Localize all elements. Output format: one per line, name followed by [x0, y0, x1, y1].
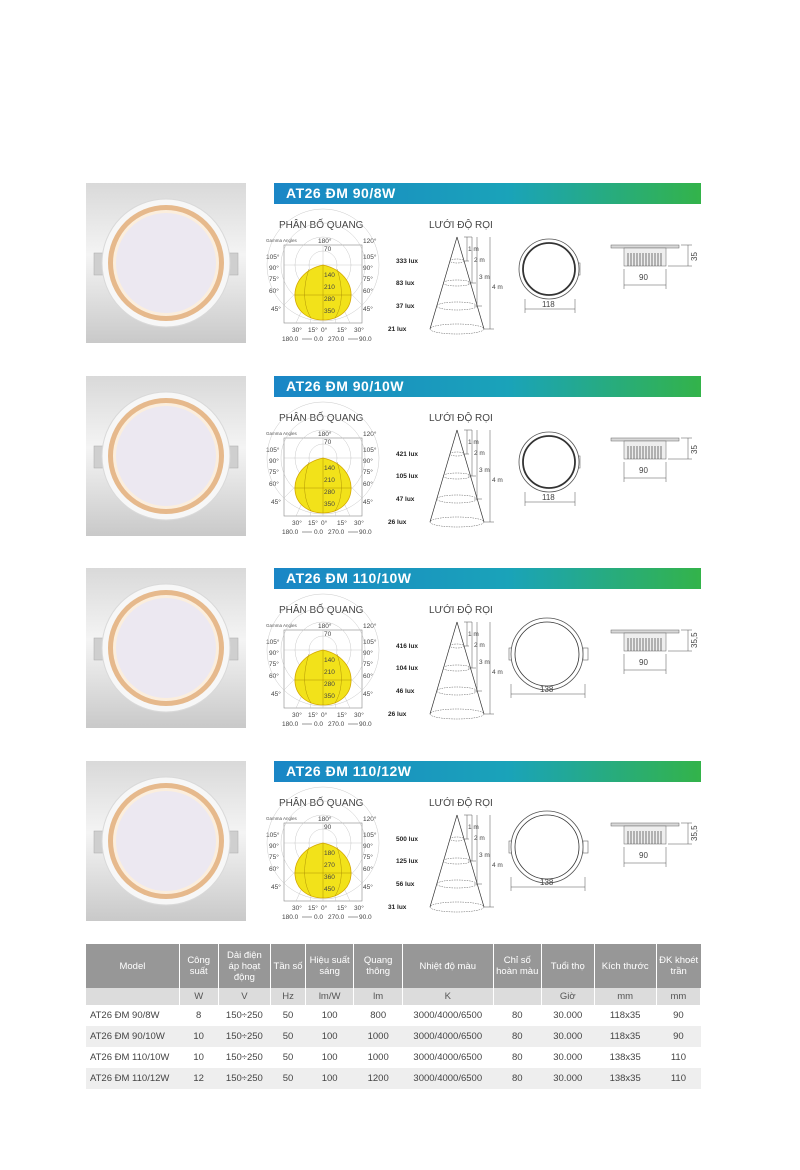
distance-label: 1 m [468, 439, 479, 446]
angle-label: 120° [363, 431, 377, 438]
polar-diagram [264, 235, 384, 347]
cell-model: AT26 ĐM 90/10W [86, 1026, 179, 1047]
product-title: AT26 ĐM 90/8W [286, 185, 396, 201]
unit-cell: mm [594, 988, 656, 1005]
table-header-row [86, 944, 701, 988]
unit-cell: mm [656, 988, 700, 1005]
angle-label: 60° [363, 673, 373, 680]
angle-label: 105° [266, 832, 280, 839]
height-label: 35 [690, 445, 699, 454]
lux-label: 333 lux [396, 258, 419, 265]
ring-label: 280 [324, 296, 335, 303]
angle-label: 75° [269, 854, 279, 861]
angle-label: 105° [363, 254, 377, 261]
angle-label: 90° [269, 265, 279, 272]
cell: 80 [493, 1047, 541, 1068]
cell: 100 [305, 1047, 353, 1068]
product-section [86, 761, 701, 923]
angle-label: 30° [292, 905, 302, 912]
light-distribution-label: PHÂN BỐ QUANG [279, 220, 364, 231]
lux-label: 46 lux [396, 688, 415, 695]
cone-level [430, 709, 484, 719]
th-cct: Nhiệt độ màu [403, 944, 494, 988]
height-label: 35,5 [690, 825, 699, 841]
distance-label: 4 m [492, 284, 503, 291]
cone-level [437, 302, 477, 310]
illuminance-grid-label: LƯỚI ĐỘ RỌI [429, 413, 493, 424]
side-view-drawing [606, 239, 702, 309]
cell: 150÷250 [218, 1068, 271, 1089]
distance-label: 1 m [468, 824, 479, 831]
cell: 30.000 [542, 1005, 595, 1026]
angle-label: 180° [318, 238, 332, 245]
angle-label: 105° [266, 447, 280, 454]
lux-label: 421 lux [396, 451, 419, 458]
front-view-drawing [511, 229, 601, 329]
th-cutout: ĐK khoét trần [656, 944, 700, 988]
table-units-row [86, 988, 701, 1005]
cell-model: AT26 ĐM 110/12W [86, 1068, 179, 1089]
legend-label: 180.0 [282, 914, 299, 921]
cell: 138x35 [594, 1047, 656, 1068]
th-frequency: Tần số [271, 944, 306, 988]
angle-label: 30° [354, 520, 364, 527]
lux-label: 47 lux [396, 496, 415, 503]
angle-label: 120° [363, 816, 377, 823]
ring-label: 280 [324, 681, 335, 688]
ring-label: 140 [324, 272, 335, 279]
side-body [624, 248, 666, 266]
th-power: Công suất [179, 944, 218, 988]
angle-label: 90° [269, 650, 279, 657]
angle-label: 60° [269, 288, 279, 295]
ring-label: 270 [324, 862, 335, 869]
cell: 12 [179, 1068, 218, 1089]
polar-diagram [264, 813, 384, 925]
distance-label: 2 m [474, 642, 485, 649]
side-view-drawing [606, 432, 702, 502]
angle-label: 0° [321, 905, 328, 912]
angle-label: 60° [363, 481, 373, 488]
downlight-image [86, 183, 246, 343]
angle-label: 45° [271, 884, 281, 891]
angle-label: 75° [363, 661, 373, 668]
downlight-image [86, 376, 246, 536]
angle-label: 75° [269, 469, 279, 476]
cell: 800 [354, 1005, 403, 1026]
ring-label: 210 [324, 477, 335, 484]
lux-label: 104 lux [396, 665, 419, 672]
ring-label: 450 [324, 886, 335, 893]
gamma-label: Gamma Angles [266, 238, 297, 243]
angle-label: 90° [269, 843, 279, 850]
th-flux: Quang thông [354, 944, 403, 988]
ring-label: 70 [324, 631, 332, 638]
th-life: Tuổi thọ [542, 944, 595, 988]
th-model: Model [86, 944, 179, 988]
unit-cell: lm/W [305, 988, 353, 1005]
outer-ring [511, 811, 583, 883]
lux-label: 83 lux [396, 280, 415, 287]
product-title: AT26 ĐM 110/10W [286, 570, 412, 586]
cell: 3000/4000/6500 [403, 1005, 494, 1026]
legend-label: 270.0 [328, 914, 345, 921]
side-flange [611, 245, 679, 248]
angle-label: 75° [269, 661, 279, 668]
cell: 80 [493, 1068, 541, 1089]
cone-level [437, 687, 477, 695]
cone-level [437, 495, 477, 503]
lux-label: 26 lux [388, 519, 407, 526]
angle-label: 45° [271, 499, 281, 506]
front-view-drawing [511, 807, 601, 907]
lux-label: 56 lux [396, 881, 415, 888]
distance-label: 4 m [492, 862, 503, 869]
angle-label: 105° [363, 639, 377, 646]
cell: 150÷250 [218, 1005, 271, 1026]
angle-label: 0° [321, 712, 328, 719]
angle-label: 45° [363, 499, 373, 506]
cell: 8 [179, 1005, 218, 1026]
unit-cell: Hz [271, 988, 306, 1005]
angle-label: 90° [363, 458, 373, 465]
cell: 1000 [354, 1047, 403, 1068]
angle-label: 45° [271, 691, 281, 698]
cell: 3000/4000/6500 [403, 1068, 494, 1089]
legend-label: 0.0 [314, 721, 324, 728]
angle-label: 15° [308, 327, 318, 334]
angle-label: 0° [321, 520, 328, 527]
product-photo [86, 568, 246, 728]
distance-label: 3 m [479, 659, 490, 666]
light-distribution-label: PHÂN BỐ QUANG [279, 413, 364, 424]
ring-label: 210 [324, 284, 335, 291]
angle-label: 60° [269, 673, 279, 680]
angle-label: 45° [363, 306, 373, 313]
cone-level [450, 452, 464, 456]
unit-cell [493, 988, 541, 1005]
angle-label: 90° [363, 650, 373, 657]
cell: 10 [179, 1047, 218, 1068]
ring-label: 360 [324, 874, 335, 881]
distance-label: 1 m [468, 631, 479, 638]
gamma-label: Gamma Angles [266, 431, 297, 436]
th-voltage: Dải điện áp hoạt động [218, 944, 271, 988]
product-title: AT26 ĐM 90/10W [286, 378, 404, 394]
cell: 3000/4000/6500 [403, 1026, 494, 1047]
side-view-drawing [606, 624, 702, 694]
ring-label: 70 [324, 246, 332, 253]
unit-cell [86, 988, 179, 1005]
cell: 30.000 [542, 1047, 595, 1068]
product-title-bar [274, 761, 701, 782]
distance-label: 4 m [492, 477, 503, 484]
unit-cell: Giờ [542, 988, 595, 1005]
angle-label: 30° [292, 327, 302, 334]
cone-level [450, 259, 464, 263]
lux-label: 500 lux [396, 836, 419, 843]
legend-label: 0.0 [314, 529, 324, 536]
cell: 50 [271, 1005, 306, 1026]
illuminance-cone [388, 235, 516, 335]
angle-label: 30° [354, 905, 364, 912]
lux-label: 21 lux [388, 326, 407, 333]
width-label: 90 [639, 658, 648, 667]
angle-label: 15° [308, 905, 318, 912]
cell: 30.000 [542, 1026, 595, 1047]
polar-diagram [264, 620, 384, 732]
angle-label: 15° [337, 712, 347, 719]
angle-label: 60° [269, 866, 279, 873]
angle-label: 75° [363, 854, 373, 861]
product-photo [86, 376, 246, 536]
cell: 100 [305, 1026, 353, 1047]
cell: 3000/4000/6500 [403, 1047, 494, 1068]
cell: 90 [656, 1005, 700, 1026]
cone-level [430, 902, 484, 912]
width-label: 90 [639, 466, 648, 475]
diameter-label: 138 [540, 878, 554, 887]
angle-label: 180° [318, 623, 332, 630]
legend-label: 90.0 [359, 721, 372, 728]
cell: 90 [656, 1026, 700, 1047]
cone-level [443, 473, 471, 479]
ring-label: 210 [324, 669, 335, 676]
cell: 150÷250 [218, 1047, 271, 1068]
unit-cell: W [179, 988, 218, 1005]
cone-level [450, 644, 464, 648]
lux-label: 26 lux [388, 711, 407, 718]
legend-label: 0.0 [314, 336, 324, 343]
front-view-drawing [511, 422, 601, 522]
ring-label: 350 [324, 501, 335, 508]
product-photo [86, 761, 246, 921]
cell-model: AT26 ĐM 90/8W [86, 1005, 179, 1026]
angle-label: 15° [337, 905, 347, 912]
cell: 150÷250 [218, 1026, 271, 1047]
table-row [86, 1026, 701, 1047]
front-view-drawing [511, 614, 601, 714]
angle-label: 60° [269, 481, 279, 488]
angle-label: 60° [363, 288, 373, 295]
cell: 118x35 [594, 1005, 656, 1026]
legend-label: 180.0 [282, 336, 299, 343]
angle-label: 30° [354, 327, 364, 334]
angle-label: 45° [363, 691, 373, 698]
angle-label: 30° [354, 712, 364, 719]
ring-label: 90 [324, 824, 332, 831]
legend-label: 0.0 [314, 914, 324, 921]
side-flange [611, 823, 679, 826]
unit-cell: V [218, 988, 271, 1005]
diameter-label: 138 [540, 685, 554, 694]
angle-label: 0° [321, 327, 328, 334]
light-distribution-label: PHÂN BỐ QUANG [279, 605, 364, 616]
angle-label: 45° [271, 306, 281, 313]
cone-level [430, 324, 484, 334]
downlight-image [86, 568, 246, 728]
angle-label: 180° [318, 816, 332, 823]
spec-table [86, 944, 701, 1089]
cell: 1000 [354, 1026, 403, 1047]
cone-level [443, 665, 471, 671]
th-efficacy: Hiệu suất sáng [305, 944, 353, 988]
product-title-bar [274, 568, 701, 589]
cell: 30.000 [542, 1068, 595, 1089]
cone-level [430, 517, 484, 527]
angle-label: 105° [363, 447, 377, 454]
table-row [86, 1005, 701, 1026]
illuminance-grid-label: LƯỚI ĐỘ RỌI [429, 605, 493, 616]
distance-label: 1 m [468, 246, 479, 253]
angle-label: 180° [318, 431, 332, 438]
legend-label: 90.0 [359, 529, 372, 536]
product-section [86, 376, 701, 538]
illuminance-cone [388, 813, 516, 913]
angle-label: 30° [292, 712, 302, 719]
ring-label: 280 [324, 489, 335, 496]
product-section [86, 183, 701, 345]
side-flange [611, 630, 679, 633]
angle-label: 45° [363, 884, 373, 891]
height-label: 35,5 [690, 632, 699, 648]
diameter-label: 118 [542, 493, 555, 502]
outer-ring [519, 239, 579, 299]
legend-label: 270.0 [328, 721, 345, 728]
cone-level [450, 837, 464, 841]
height-label: 35 [690, 252, 699, 261]
cell: 80 [493, 1026, 541, 1047]
legend-label: 270.0 [328, 336, 345, 343]
illuminance-grid-label: LƯỚI ĐỘ RỌI [429, 220, 493, 231]
angle-label: 15° [337, 327, 347, 334]
unit-cell: K [403, 988, 494, 1005]
downlight-image [86, 761, 246, 921]
illuminance-grid-label: LƯỚI ĐỘ RỌI [429, 798, 493, 809]
legend-label: 180.0 [282, 529, 299, 536]
polar-diagram [264, 428, 384, 540]
product-title-bar [274, 183, 701, 204]
ring-label: 180 [324, 850, 335, 857]
angle-label: 75° [269, 276, 279, 283]
lux-label: 31 lux [388, 904, 407, 911]
gamma-label: Gamma Angles [266, 816, 297, 821]
illuminance-cone [388, 620, 516, 720]
cell: 1200 [354, 1068, 403, 1089]
cell: 80 [493, 1005, 541, 1026]
side-body [624, 441, 666, 459]
cell: 100 [305, 1005, 353, 1026]
ring-label: 140 [324, 657, 335, 664]
legend-label: 90.0 [359, 914, 372, 921]
width-label: 90 [639, 273, 648, 282]
lux-label: 105 lux [396, 473, 419, 480]
cell: 138x35 [594, 1068, 656, 1089]
angle-label: 60° [363, 866, 373, 873]
th-size: Kích thước [594, 944, 656, 988]
cell: 10 [179, 1026, 218, 1047]
angle-label: 15° [308, 520, 318, 527]
unit-cell: lm [354, 988, 403, 1005]
ring-label: 70 [324, 439, 332, 446]
outer-ring [519, 432, 579, 492]
gamma-label: Gamma Angles [266, 623, 297, 628]
angle-label: 30° [292, 520, 302, 527]
diameter-label: 118 [542, 300, 555, 309]
cone-level [443, 858, 471, 864]
angle-label: 75° [363, 469, 373, 476]
angle-label: 120° [363, 623, 377, 630]
outer-ring [511, 618, 583, 690]
product-title-bar [274, 376, 701, 397]
th-cri: Chỉ số hoàn màu [493, 944, 541, 988]
distance-label: 4 m [492, 669, 503, 676]
ring-label: 140 [324, 465, 335, 472]
side-flange [611, 438, 679, 441]
cone-level [437, 880, 477, 888]
legend-label: 270.0 [328, 529, 345, 536]
distance-label: 3 m [479, 852, 490, 859]
product-title: AT26 ĐM 110/12W [286, 763, 412, 779]
ring-label: 350 [324, 693, 335, 700]
lux-label: 37 lux [396, 303, 415, 310]
side-body [624, 826, 666, 844]
illuminance-cone [388, 428, 516, 528]
width-label: 90 [639, 851, 648, 860]
cell: 100 [305, 1068, 353, 1089]
angle-label: 75° [363, 276, 373, 283]
legend-label: 90.0 [359, 336, 372, 343]
ring-label: 350 [324, 308, 335, 315]
angle-label: 15° [308, 712, 318, 719]
angle-label: 90° [269, 458, 279, 465]
angle-label: 120° [363, 238, 377, 245]
angle-label: 105° [266, 639, 280, 646]
angle-label: 105° [363, 832, 377, 839]
light-distribution-label: PHÂN BỐ QUANG [279, 798, 364, 809]
side-body [624, 633, 666, 651]
cell: 118x35 [594, 1026, 656, 1047]
side-view-drawing [606, 817, 702, 887]
distance-label: 2 m [474, 835, 485, 842]
table-row [86, 1068, 701, 1089]
distance-label: 2 m [474, 450, 485, 457]
angle-label: 90° [363, 843, 373, 850]
cell: 50 [271, 1026, 306, 1047]
lux-label: 125 lux [396, 858, 419, 865]
table-row [86, 1047, 701, 1068]
distance-label: 3 m [479, 467, 490, 474]
lux-label: 416 lux [396, 643, 419, 650]
cell: 110 [656, 1068, 700, 1089]
product-photo [86, 183, 246, 343]
distance-label: 2 m [474, 257, 485, 264]
distance-label: 3 m [479, 274, 490, 281]
angle-label: 15° [337, 520, 347, 527]
cell: 110 [656, 1047, 700, 1068]
angle-label: 105° [266, 254, 280, 261]
cell: 50 [271, 1047, 306, 1068]
product-section [86, 568, 701, 730]
angle-label: 90° [363, 265, 373, 272]
cell: 50 [271, 1068, 306, 1089]
legend-label: 180.0 [282, 721, 299, 728]
cone-level [443, 280, 471, 286]
cell-model: AT26 ĐM 110/10W [86, 1047, 179, 1068]
